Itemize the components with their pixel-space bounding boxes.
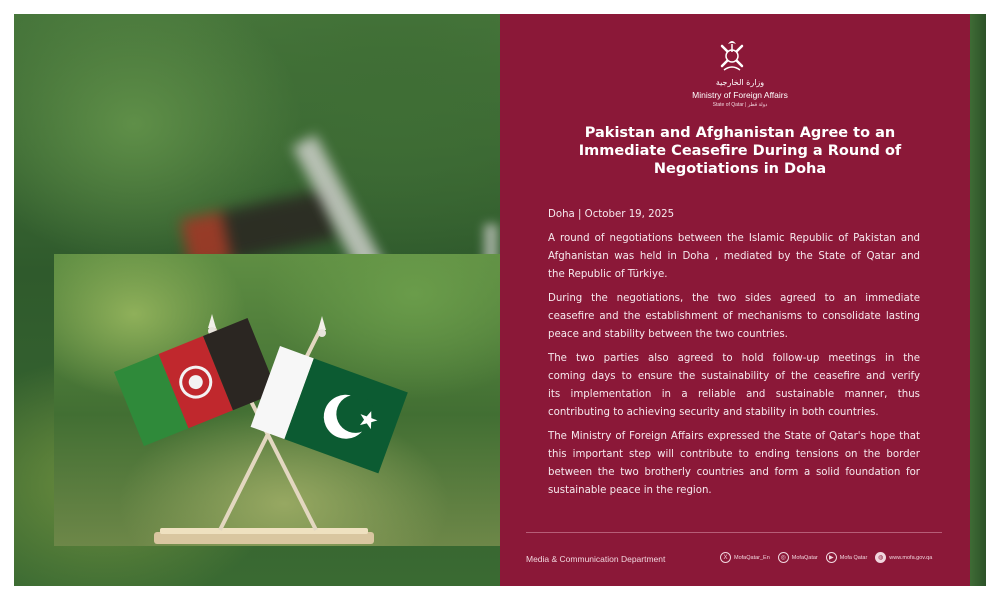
pole-finial bbox=[208, 314, 216, 328]
social-website[interactable] bbox=[875, 552, 932, 563]
social-youtube[interactable] bbox=[826, 552, 868, 563]
department-name: Media & Communication Department bbox=[526, 554, 666, 564]
paragraph-1: A round of negotiations between the Islamic Republic of Pakistan and Afghanistan was held in Doha , mediated by the State of Qatar and the Republic of Türkiye. bbox=[548, 233, 920, 280]
pakistan-flag bbox=[251, 346, 408, 473]
ministry-name-arabic: وزارة الخارجية bbox=[715, 78, 765, 87]
social-handle: MofaQatar_En bbox=[734, 554, 770, 561]
x-logo-icon: X bbox=[720, 552, 731, 563]
social-handle: MofaQatar bbox=[791, 554, 818, 561]
headline-line: Immediate Ceasefire During a Round of bbox=[578, 143, 902, 159]
footer-divider bbox=[526, 532, 942, 533]
crossed-flags-photo bbox=[54, 254, 500, 546]
statement-graphic bbox=[14, 14, 986, 586]
dateline: Doha | October 19, 2025 bbox=[548, 209, 675, 220]
state-subtitle: State of Qatar | دولة قطر bbox=[712, 102, 768, 108]
social-links bbox=[720, 552, 932, 563]
social-handle: Mofa Qatar bbox=[839, 554, 868, 561]
statement-headline bbox=[540, 124, 940, 178]
background-edge bbox=[970, 14, 986, 586]
paragraph-3: The two parties also agreed to hold follow-up meetings in the coming days to ensure the sustainability of the ceasefire and verify its implementation in a reliable and sustainable manner, thus contributing to achieving security and stability in both countries. bbox=[548, 353, 920, 418]
statement-panel bbox=[500, 14, 970, 586]
globe-icon: ◍ bbox=[875, 552, 886, 563]
ministry-name: Ministry of Foreign Affairs bbox=[692, 90, 788, 100]
paragraph-4: The Ministry of Foreign Affairs expressed the State of Qatar's hope that this important step will contribute to ending tensions on the border between the two brotherly countries and form a solid foundation for sustainable peace in the region. bbox=[548, 431, 920, 496]
headline-line: Negotiations in Doha bbox=[653, 161, 827, 177]
social-instagram[interactable] bbox=[778, 552, 818, 563]
youtube-icon: ▶ bbox=[826, 552, 837, 563]
pole-finial bbox=[318, 316, 326, 330]
statement-body bbox=[548, 206, 920, 506]
headline-line: Pakistan and Afghanistan Agree to an bbox=[584, 125, 896, 141]
social-x[interactable] bbox=[720, 552, 770, 563]
website-url: www.mofa.gov.qa bbox=[889, 554, 933, 561]
qatar-emblem-icon bbox=[714, 38, 750, 74]
paragraph-2: During the negotiations, the two sides agreed to an immediate ceasefire and the establishment of mechanisms to consolidate lasting peace and stability between the two countries. bbox=[548, 293, 920, 340]
instagram-icon: ◎ bbox=[778, 552, 789, 563]
